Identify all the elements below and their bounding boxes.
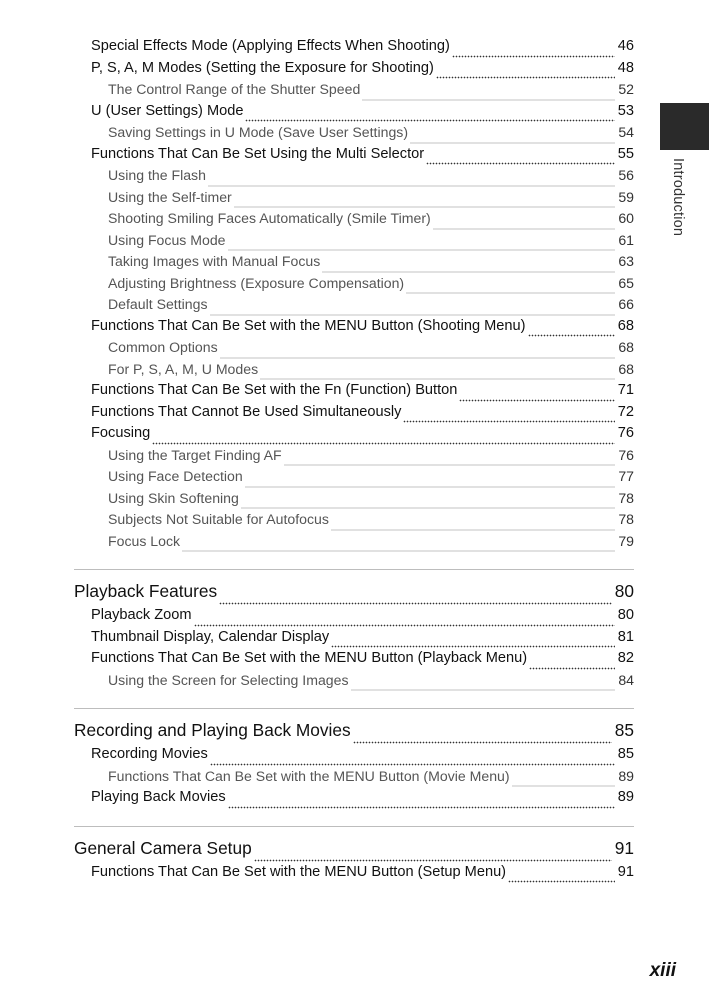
toc-entry-title: Functions That Can Be Set with the MENU Button (Movie Menu) <box>108 767 510 784</box>
toc-entry-page: 63 <box>618 253 634 269</box>
toc-entry-page: 68 <box>617 317 634 334</box>
toc-entry[interactable] <box>74 627 634 649</box>
toc-entry-title: Adjusting Brightness (Exposure Compensation) <box>108 274 405 291</box>
dot-leader <box>528 331 615 337</box>
dot-leader <box>228 803 615 809</box>
toc-entry-page: 79 <box>618 532 634 549</box>
page-number: xiii <box>649 960 676 981</box>
toc-entry[interactable] <box>74 380 634 402</box>
toc-entry[interactable] <box>74 208 634 230</box>
toc-entry[interactable] <box>74 273 634 295</box>
toc-entry-page: 68 <box>618 339 634 355</box>
toc-entry-page: 56 <box>618 167 634 183</box>
toc-entry-title: Taking Images with Manual Focus <box>108 253 321 269</box>
toc-entry[interactable] <box>74 466 634 488</box>
toc-entry-title: Playback Zoom <box>91 607 192 623</box>
toc-entry-page: 81 <box>617 628 634 645</box>
toc-entry[interactable] <box>74 359 634 381</box>
toc-entry[interactable] <box>74 101 634 123</box>
toc-entry-title: Common Options <box>108 339 218 355</box>
dot-leader <box>410 140 615 144</box>
dot-leader <box>529 664 615 670</box>
dot-leader <box>254 855 612 862</box>
toc-entry-page: 59 <box>618 188 634 205</box>
toc-entry-title: Playback Features <box>74 581 218 601</box>
section-tab-label: Introduction <box>670 158 686 237</box>
dot-leader <box>351 687 616 691</box>
toc-entry-title: Playing Back Movies <box>91 789 226 805</box>
toc-entry-title: Functions That Can Be Set with the MENU Button (Playback Menu) <box>91 650 528 666</box>
toc-entry-page: 77 <box>618 468 634 484</box>
toc-entry-page: 48 <box>617 59 634 76</box>
toc-entry-title: Using the Screen for Selecting Images <box>108 671 349 688</box>
toc-entry[interactable] <box>74 423 634 445</box>
dot-leader <box>284 462 616 466</box>
toc-entry-title: Default Settings <box>108 296 208 312</box>
dot-leader <box>403 417 614 423</box>
toc-entry[interactable] <box>74 316 634 338</box>
toc-entry-page: 54 <box>618 124 634 140</box>
toc-entry[interactable] <box>74 294 634 316</box>
toc-entry[interactable] <box>74 230 634 252</box>
dot-leader <box>512 783 616 787</box>
toc-entry-title: Functions That Can Be Set with the Fn (Function) Button <box>91 382 458 398</box>
toc-entry-title: Using Focus Mode <box>108 231 226 248</box>
dot-leader <box>208 183 615 187</box>
toc-entry-title: Recording and Playing Back Movies <box>74 720 351 740</box>
toc-entry-title: Using the Target Finding AF <box>108 446 282 463</box>
toc-entry-page: 89 <box>618 767 634 784</box>
toc-entry-title: Using Face Detection <box>108 468 243 484</box>
toc-entry-title: Recording Movies <box>91 746 208 762</box>
toc-entry-page: 80 <box>617 607 634 623</box>
dot-leader <box>459 396 614 402</box>
toc-group <box>74 569 634 691</box>
toc-entry-page: 85 <box>617 746 634 762</box>
toc-entry[interactable] <box>74 605 634 627</box>
toc-entry-title: Using the Self-timer <box>108 188 232 205</box>
toc-entry[interactable] <box>74 165 634 187</box>
dot-leader <box>436 73 615 79</box>
dot-leader <box>406 290 615 294</box>
toc-entry-page: 55 <box>617 145 634 162</box>
toc-entry-page: 85 <box>614 720 634 740</box>
toc-entry[interactable] <box>74 79 634 101</box>
toc-entry[interactable] <box>74 648 634 670</box>
toc-entry-title: Using Skin Softening <box>108 489 239 506</box>
toc-entry-title: Thumbnail Display, Calendar Display <box>91 628 330 645</box>
toc-entry-page: 65 <box>618 274 634 291</box>
toc-entry[interactable] <box>74 144 634 166</box>
table-of-contents <box>74 36 634 883</box>
toc-entry-page: 72 <box>617 403 634 420</box>
toc-entry[interactable] <box>74 862 634 884</box>
toc-entry-page: 68 <box>618 360 634 377</box>
toc-entry-title: Shooting Smiling Faces Automatically (Smile Timer) <box>108 210 431 226</box>
toc-entry-page: 71 <box>617 382 634 398</box>
toc-entry[interactable] <box>74 337 634 359</box>
toc-entry-page: 46 <box>617 38 634 54</box>
toc-entry[interactable] <box>74 766 634 788</box>
toc-entry[interactable] <box>74 716 634 744</box>
toc-entry-title: Functions That Can Be Set Using the Multi Selector <box>91 145 425 162</box>
dot-leader <box>331 527 615 531</box>
toc-entry-page: 80 <box>614 581 634 601</box>
toc-entry[interactable] <box>74 488 634 510</box>
dot-leader <box>433 226 616 230</box>
toc-entry-title: U (User Settings) Mode <box>91 102 244 119</box>
toc-entry-page: 76 <box>617 425 634 441</box>
toc-entry[interactable] <box>74 36 634 58</box>
toc-entry-title: Focus Lock <box>108 532 181 549</box>
toc-group <box>74 826 634 884</box>
toc-entry-page: 53 <box>617 102 634 119</box>
toc-entry-title: Special Effects Mode (Applying Effects When Shooting) <box>91 38 450 54</box>
toc-entry[interactable] <box>74 122 634 144</box>
toc-entry-page: 89 <box>617 789 634 805</box>
toc-entry-title: The Control Range of the Shutter Speed <box>108 81 361 97</box>
toc-entry-title: P, S, A, M Modes (Setting the Exposure for Shooting) <box>91 59 434 76</box>
toc-entry[interactable] <box>74 402 634 424</box>
toc-entry-page: 60 <box>618 210 634 226</box>
dot-leader <box>452 52 615 58</box>
toc-entry[interactable] <box>74 531 634 553</box>
toc-entry-title: Functions That Can Be Set with the MENU Button (Setup Menu) <box>91 863 507 880</box>
toc-entry-title: General Camera Setup <box>74 837 252 858</box>
toc-entry-page: 91 <box>614 837 634 858</box>
toc-entry-page: 52 <box>618 81 634 97</box>
dot-leader <box>362 97 615 101</box>
toc-entry[interactable] <box>74 834 634 862</box>
toc-entry-page: 76 <box>618 446 634 463</box>
toc-entry[interactable] <box>74 670 634 692</box>
dot-leader <box>353 737 612 744</box>
toc-entry-page: 78 <box>618 511 634 527</box>
toc-entry-title: Using the Flash <box>108 167 206 183</box>
toc-entry-page: 78 <box>618 489 634 506</box>
toc-entry-title: Functions That Can Be Set with the MENU Button (Shooting Menu) <box>91 317 526 334</box>
dot-leader <box>220 355 616 359</box>
section-tab-marker <box>660 103 709 150</box>
dot-leader <box>245 484 616 488</box>
dot-leader <box>508 877 615 883</box>
toc-entry-page: 84 <box>618 671 634 688</box>
toc-entry-title: Focusing <box>91 425 151 441</box>
toc-entry[interactable] <box>74 58 634 80</box>
toc-entry-page: 82 <box>617 650 634 666</box>
dot-leader <box>182 548 615 552</box>
toc-entry-title: Subjects Not Suitable for Autofocus <box>108 511 329 527</box>
toc-entry-title: Saving Settings in U Mode (Save User Settings) <box>108 124 409 140</box>
toc-entry-title: For P, S, A, M, U Modes <box>108 360 259 377</box>
toc-entry-title: Functions That Cannot Be Used Simultaneously <box>91 403 402 420</box>
toc-entry[interactable] <box>74 744 634 766</box>
toc-entry-page: 91 <box>617 863 634 880</box>
toc-group <box>74 36 634 552</box>
toc-entry-page: 66 <box>618 296 634 312</box>
toc-entry[interactable] <box>74 577 634 605</box>
toc-entry[interactable] <box>74 509 634 531</box>
toc-entry-page: 61 <box>618 231 634 248</box>
dot-leader <box>219 598 612 605</box>
toc-entry[interactable] <box>74 787 634 809</box>
dot-leader <box>426 159 615 165</box>
toc-entry[interactable] <box>74 187 634 209</box>
toc-entry[interactable] <box>74 445 634 467</box>
toc-group <box>74 708 634 809</box>
toc-entry[interactable] <box>74 251 634 273</box>
